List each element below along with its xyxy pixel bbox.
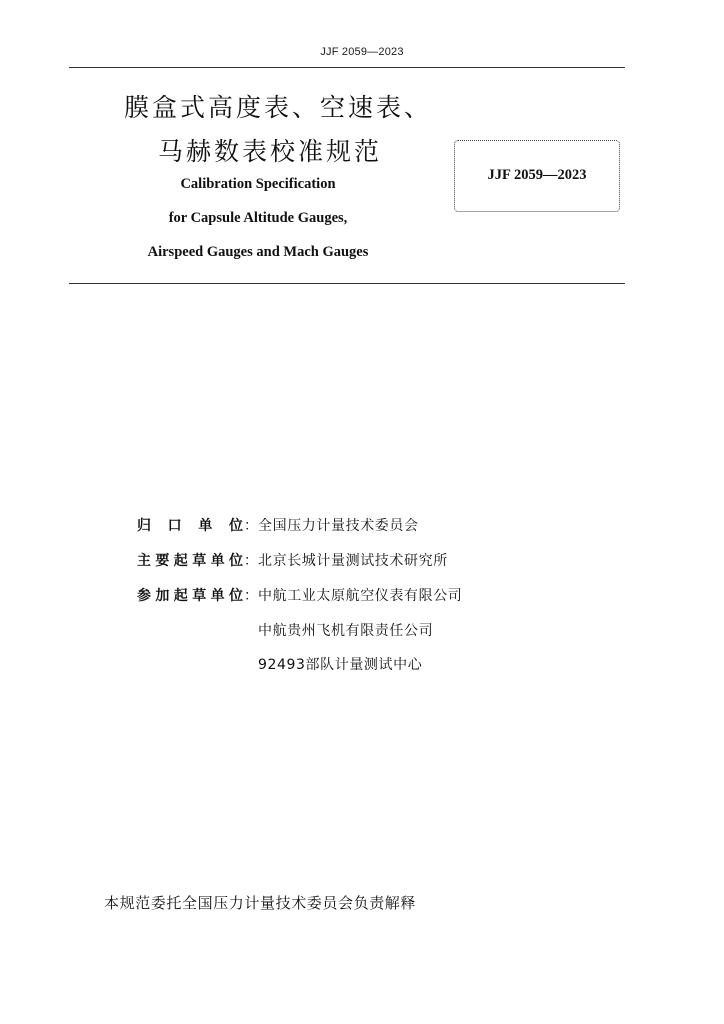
drafter-label-main-drafter: 主要起草单位	[137, 553, 243, 569]
english-title-line-2: for Capsule Altitude Gauges,	[168, 210, 348, 226]
drafter-value-participant-2: 中航贵州飞机有限责任公司	[258, 623, 434, 639]
header-code: JJF 2059—2023	[320, 46, 404, 58]
bottom-rule	[69, 283, 625, 284]
drafter-value-participant-1: 中航工业太原航空仪表有限公司	[258, 588, 463, 604]
drafter-value-main-drafter: 北京长城计量测试技术研究所	[258, 553, 448, 569]
chinese-title-line-2: 马赫数表校准规范	[158, 137, 383, 166]
chinese-title-line-1: 膜盒式高度表、空速表、	[124, 93, 433, 122]
english-title-line-1: Calibration Specification	[180, 176, 336, 192]
drafter-label-responsible-unit: 归口单位	[137, 518, 243, 534]
top-rule	[69, 67, 625, 68]
drafter-label-participating-drafters: 参加起草单位	[137, 588, 243, 604]
spec-code-box	[454, 140, 620, 212]
drafter-value-responsible-unit: 全国压力计量技术委员会	[258, 518, 419, 534]
spec-code: JJF 2059—2023	[487, 167, 587, 183]
english-title-line-3: Airspeed Gauges and Mach Gauges	[147, 244, 369, 260]
drafter-colon: ：	[244, 553, 258, 569]
drafter-colon: ：	[244, 518, 258, 534]
interpretation-note: 本规范委托全国压力计量技术委员会负责解释	[104, 894, 417, 912]
drafter-colon: ：	[244, 588, 258, 604]
drafter-value-participant-3: 92493部队计量测试中心	[258, 657, 423, 673]
